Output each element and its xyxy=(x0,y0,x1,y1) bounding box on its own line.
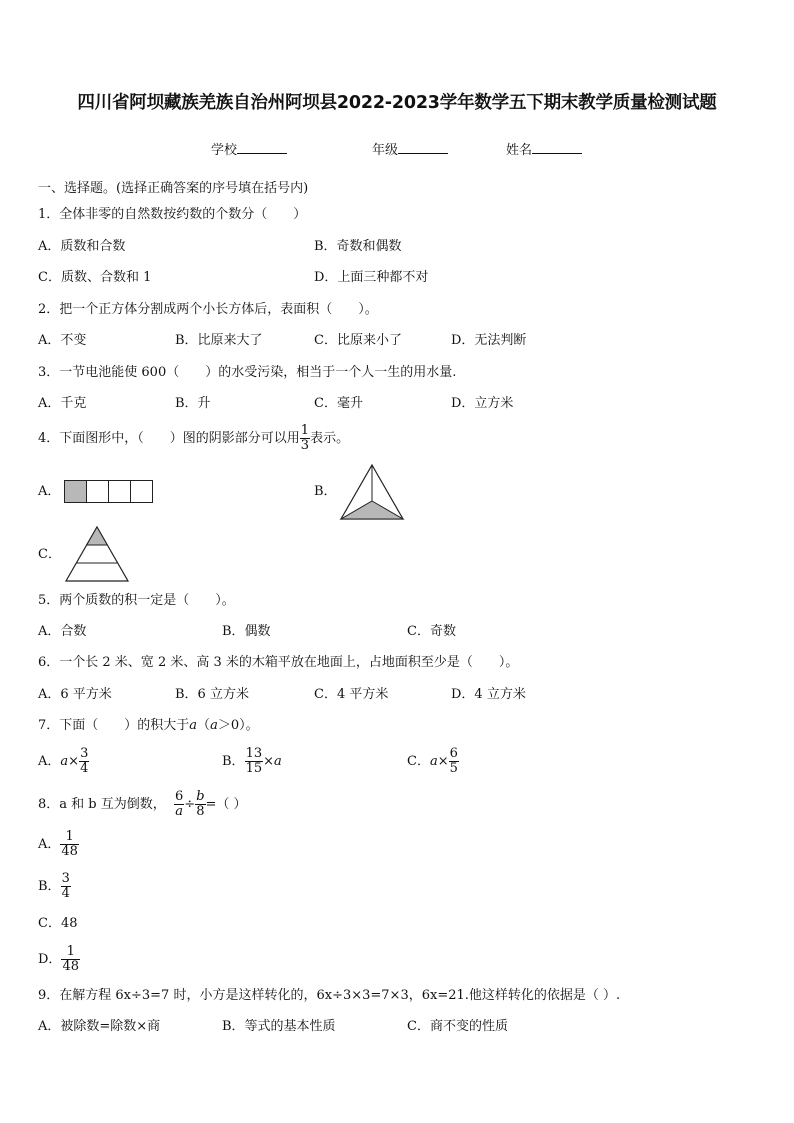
q7-stem xyxy=(38,718,259,734)
q2-stem: 2．把一个正方体分割成两个小长方体后，表面积（ ）。 xyxy=(38,302,378,317)
q8-option-b[interactable] xyxy=(38,869,71,905)
denominator: 4 xyxy=(80,761,89,776)
q7-stem-mid: （ xyxy=(197,718,211,733)
q8-option-d[interactable] xyxy=(38,942,80,978)
q2-option-b[interactable]: B．比原来大了 xyxy=(175,333,263,348)
denominator: 15 xyxy=(245,761,263,776)
q8-stem xyxy=(38,787,247,823)
denominator: 48 xyxy=(62,959,79,974)
q7-b-label: B． xyxy=(222,754,245,769)
q8-b-label: B． xyxy=(38,879,61,894)
q4-option-c[interactable]: C． xyxy=(38,547,61,562)
q8-stem-post: =（ ） xyxy=(205,797,247,812)
numerator: b xyxy=(196,789,205,804)
q5-option-a[interactable]: A．合数 xyxy=(38,624,87,639)
q1-option-c[interactable]: C．质数、合数和 1 xyxy=(38,270,152,285)
q4-figure-a-bar xyxy=(64,480,154,504)
q7-b-var: a xyxy=(274,754,282,769)
q7-a-times: × xyxy=(68,754,80,769)
q7-b-fraction xyxy=(245,747,264,776)
q7-b-times: × xyxy=(263,754,275,769)
q7-c-label: C． xyxy=(407,754,430,769)
q2-option-d[interactable]: D．无法判断 xyxy=(451,333,527,348)
q1-option-a[interactable]: A．质数和合数 xyxy=(38,239,126,254)
bar-cell xyxy=(87,481,109,503)
q4-stem-post: 表示。 xyxy=(310,431,350,446)
q3-stem: 3．一节电池能使 600（ ）的水受污染，相当于一个人一生的用水量. xyxy=(38,365,457,380)
q7-var: a xyxy=(210,718,218,733)
name-field[interactable] xyxy=(506,141,582,159)
q1-option-b[interactable]: B．奇数和偶数 xyxy=(314,239,402,254)
q4-figure-c-pyramid xyxy=(64,525,130,583)
q4-frac-denominator: 3 xyxy=(300,438,310,453)
q7-c-fraction xyxy=(449,747,459,776)
grade-field[interactable] xyxy=(372,141,448,159)
bar-cell-shaded xyxy=(65,481,87,503)
q8-option-a[interactable] xyxy=(38,827,79,863)
school-label: 学校 xyxy=(211,143,238,158)
q6-stem: 6．一个长 2 米、宽 2 米、高 3 米的木箱平放在地面上，占地面积至少是（ ）。 xyxy=(38,655,519,670)
q8-fraction-2 xyxy=(195,790,205,819)
q5-stem: 5．两个质数的积一定是（ ）。 xyxy=(38,593,235,608)
q4-fraction xyxy=(300,424,310,453)
q7-a-var: a xyxy=(60,754,69,769)
q3-option-d[interactable]: D．立方米 xyxy=(451,396,514,411)
bar-cell xyxy=(131,481,153,503)
numerator: 13 xyxy=(245,746,263,761)
q7-c-var: a xyxy=(429,754,438,769)
q8-a-label: A． xyxy=(38,837,61,852)
q7-option-a[interactable] xyxy=(38,744,89,780)
q4-frac-numerator: 1 xyxy=(300,423,310,438)
q1-option-d[interactable]: D．上面三种都不对 xyxy=(314,270,429,285)
q4-stem xyxy=(38,421,349,457)
numerator: 1 xyxy=(60,830,79,845)
q8-d-fraction xyxy=(61,945,80,974)
q4-stem-pre: 4．下面图形中，（ ）图的阴影部分可以用 xyxy=(38,431,300,446)
denominator: 5 xyxy=(449,761,458,776)
grade-blank[interactable] xyxy=(398,141,448,154)
section-heading: 一、选择题。(选择正确答案的序号填在括号内) xyxy=(38,181,309,196)
school-blank[interactable] xyxy=(237,141,287,154)
numerator: 3 xyxy=(80,746,89,761)
numerator: 6 xyxy=(175,789,184,804)
q6-option-b[interactable]: B．6 立方米 xyxy=(175,687,249,702)
page-title: 四川省阿坝藏族羌族自治州阿坝县2022-2023学年数学五下期末教学质量检测试题 xyxy=(77,93,717,113)
q4-option-a[interactable]: A． xyxy=(38,484,61,499)
denominator: 4 xyxy=(61,886,70,901)
q8-a-fraction xyxy=(60,830,79,859)
q5-option-c[interactable]: C．奇数 xyxy=(407,624,456,639)
q8-fraction-1 xyxy=(174,790,184,819)
q9-stem: 9．在解方程 6x÷3=7 时，小方是这样转化的，6x÷3×3=7×3，6x=21.他这样转化的依据是（ ）. xyxy=(38,988,621,1003)
q1-stem: 1．全体非零的自然数按约数的个数分（ ） xyxy=(38,207,307,222)
q8-b-fraction xyxy=(61,872,71,901)
grade-label: 年级 xyxy=(372,143,399,158)
q8-stem-pre: 8．a 和 b 互为倒数， xyxy=(38,797,166,812)
pyramid-shaded-top xyxy=(87,527,108,545)
q7-stem-pre: 7．下面（ ）的积大于 xyxy=(38,718,190,733)
q4-figure-b-triangle xyxy=(339,463,405,521)
q7-a-fraction xyxy=(79,747,89,776)
q5-option-b[interactable]: B．偶数 xyxy=(222,624,271,639)
q4-option-b[interactable]: B． xyxy=(314,484,337,499)
school-field[interactable] xyxy=(211,141,287,159)
q7-stem-post: ＞0）。 xyxy=(217,718,259,733)
q7-a-label: A． xyxy=(38,754,61,769)
q3-option-a[interactable]: A．千克 xyxy=(38,396,87,411)
q9-option-a[interactable]: A．被除数=除数×商 xyxy=(38,1019,161,1034)
q7-option-b[interactable] xyxy=(222,744,282,780)
numerator: 1 xyxy=(61,945,80,960)
q7-c-times: × xyxy=(437,754,449,769)
denominator: 48 xyxy=(61,844,78,859)
q7-var: a xyxy=(189,718,198,733)
q3-option-c[interactable]: C．毫升 xyxy=(314,396,363,411)
q6-option-a[interactable]: A．6 平方米 xyxy=(38,687,112,702)
q8-div: ÷ xyxy=(184,797,196,812)
q7-option-c[interactable] xyxy=(407,744,459,780)
bar-cell xyxy=(109,481,131,503)
name-label: 姓名 xyxy=(506,143,533,158)
numerator: 6 xyxy=(449,746,458,761)
q6-option-d[interactable]: D．4 立方米 xyxy=(451,687,526,702)
q9-option-b[interactable]: B．等式的基本性质 xyxy=(222,1019,336,1034)
denominator: a xyxy=(175,804,184,819)
q2-option-a[interactable]: A．不变 xyxy=(38,333,87,348)
q3-option-b[interactable]: B．升 xyxy=(175,396,211,411)
q9-option-c[interactable]: C．商不变的性质 xyxy=(407,1019,508,1034)
denominator: 8 xyxy=(196,804,205,819)
name-blank[interactable] xyxy=(532,141,582,154)
numerator: 3 xyxy=(61,871,70,886)
q8-option-c[interactable]: C．48 xyxy=(38,916,78,931)
q2-option-c[interactable]: C．比原来小了 xyxy=(314,333,402,348)
q8-d-label: D． xyxy=(38,952,62,967)
q6-option-c[interactable]: C．4 平方米 xyxy=(314,687,389,702)
